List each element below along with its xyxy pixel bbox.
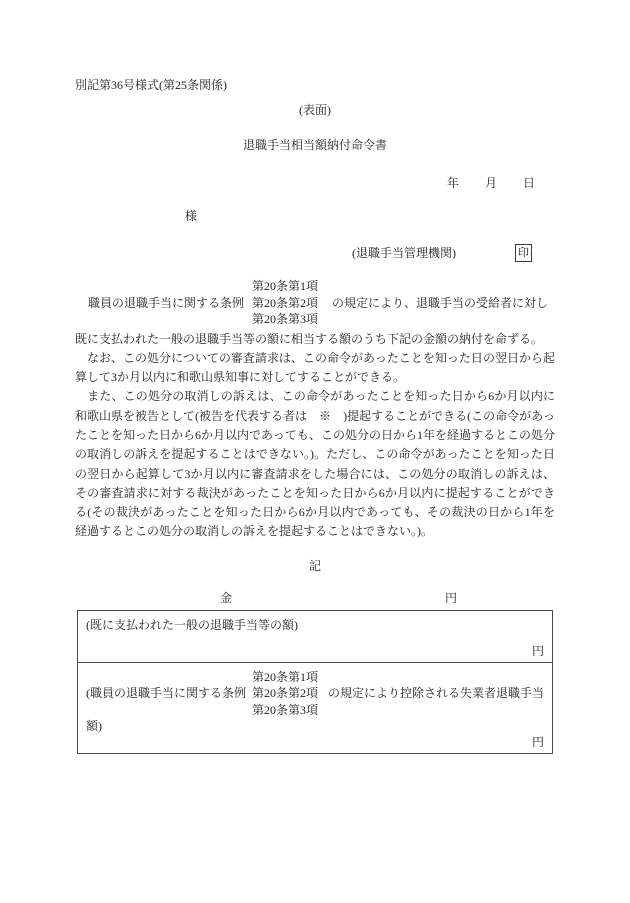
deduction-cell	[78, 662, 553, 754]
day-label: 日	[522, 176, 535, 190]
issuer-label: (退職手当管理機関)	[352, 246, 456, 260]
surface-label: (表面)	[299, 103, 331, 117]
ordinance-suffix: の規定により、退職手当の受給者に対し	[332, 295, 549, 310]
ordinance-clause	[75, 278, 555, 328]
deduction-item-1: 第20条第1項	[251, 669, 318, 684]
month-label: 月	[484, 176, 497, 190]
date-line	[75, 176, 555, 191]
amount-prefix-label: 金	[220, 590, 233, 605]
amount-header	[75, 590, 555, 607]
ordinance-item-2: 第20条第2項	[252, 295, 319, 310]
amount-unit-label: 円	[445, 590, 458, 605]
amount-table	[77, 610, 553, 755]
ordinance-prefix: 職員の退職手当に関する条例	[88, 295, 245, 310]
year-label: 年	[446, 176, 459, 190]
deduction-suffix: の規定により控除される失業者退職手当	[328, 686, 545, 701]
paid-amount-label: (既に支払われた一般の退職手当等の額)	[86, 617, 298, 632]
paid-amount-unit: 円	[531, 643, 544, 658]
deduction-prefix: (職員の退職手当に関する条例	[86, 686, 246, 701]
deduction-continuation: 額)	[86, 719, 102, 734]
paid-amount-cell	[78, 610, 553, 662]
body-paragraph-3: また、この処分の取消しの訴えは、この命令があったことを知った日から6か月以内に和歌山県を被告として(被告を代表する者は ※ )提起することができる(この命令があったことを知った日から6か月以内であっても、この処分の日から1年を経過するとこの処分の取消しの訴えを提起することはできない。)。ただし、この命令があったことを知った日の翌日から起算して3か月以内に審査請求をした場合には、この処分の取消しの訴えは、その審査請求に対する裁決があったことを知った日から6か月以内に提起することができる(その裁決があったことを知った日から6か月以内であっても、その裁決の日から1年を経過するとこの処分の取消しの訴えを提起することはできない。)。	[75, 389, 555, 539]
seal-label: 印	[518, 247, 529, 259]
ordinance-item-3: 第20条第3項	[252, 312, 319, 326]
deduction-item-2: 第20条第2項	[251, 686, 318, 701]
document-title: 退職手当相当額納付命令書	[242, 138, 387, 152]
issuer-line	[75, 244, 555, 264]
deduction-unit: 円	[531, 735, 544, 750]
table-row-deduction	[78, 662, 553, 754]
body-paragraph-1: 既に支払われた一般の退職手当等の額に相当する額のうち下記の金額の納付を命ずる。	[75, 331, 544, 346]
table-row-paid-amount	[78, 610, 553, 662]
ordinance-item-stack	[252, 278, 318, 328]
record-heading: 記	[308, 558, 321, 573]
form-number-label: 別記第36号様式(第25条関係)	[75, 78, 227, 92]
addressee-honorific: 様	[185, 209, 198, 223]
body-text	[75, 330, 555, 542]
seal-stamp	[515, 244, 532, 262]
deduction-clause	[86, 669, 544, 719]
body-paragraph-2: なお、この処分についての審査請求は、この命令があったことを知った日の翌日から起算して3か月以内に和歌山県知事に対してすることができる。	[75, 350, 555, 385]
deduction-item-stack	[252, 669, 318, 719]
deduction-item-3: 第20条第3項	[251, 702, 318, 717]
ordinance-item-1: 第20条第1項	[252, 279, 319, 293]
